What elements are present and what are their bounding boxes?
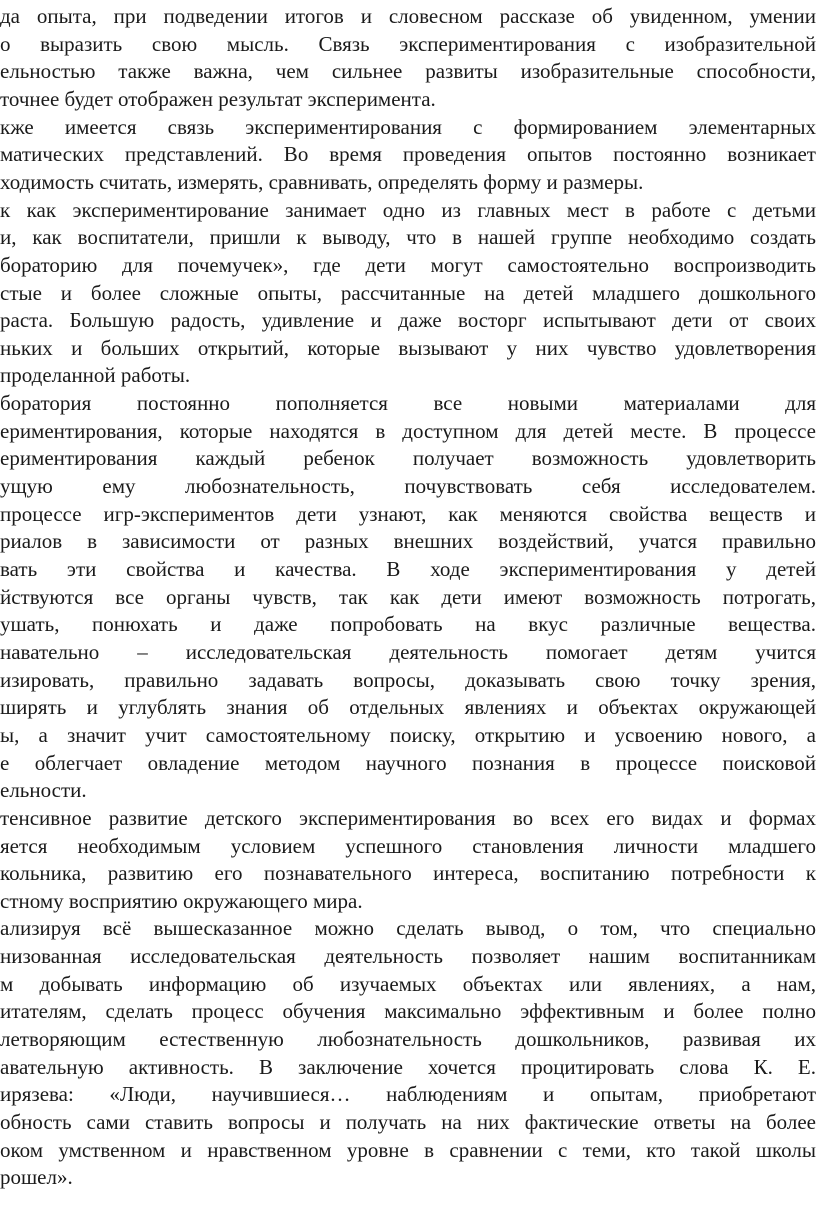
text-line: навательно – исследовательская деятельность помогает детям учится [0, 639, 816, 664]
text-line: ы, а значит учит самостоятельному поиску, открытию и усвоению нового, а [0, 722, 816, 747]
text-line: ширять и углублять знания об отдельных явлениях и объектах окружающей [0, 695, 816, 720]
text-line: точнее будет отображен результат эксперимента. [0, 86, 436, 111]
text-line: йствуются все органы чувств, так как дети имеют возможность потрогать, [0, 584, 816, 609]
text-line: раста. Большую радость, удивление и даже восторг испытывают дети от своих [0, 308, 816, 333]
text-line: низованная исследовательская деятельность позволяет нашим воспитанникам [0, 944, 816, 969]
text-line: ельности. [0, 778, 87, 803]
text-line: е облегчает овладение методом научного познания в процессе поисковой [0, 750, 816, 775]
text-line: авательную активность. В заключение хочется процитировать слова К. Е. [0, 1054, 816, 1079]
text-line: ельностью также важна, чем сильнее развиты изобразительные способности, [0, 59, 816, 84]
text-line: да опыта, при подведении итогов и словесном рассказе об увиденном, умении [0, 4, 816, 28]
text-line: изировать, правильно задавать вопросы, доказывать свою точку зрения, [0, 667, 816, 692]
text-line: и, как воспитатели, пришли к выводу, что в нашей группе необходимо создать [0, 225, 816, 250]
text-line: матических представлений. Во время проведения опытов постоянно возникает [0, 142, 816, 167]
text-line: о выразить свою мысль. Связь экспериментирования с изобразительной [0, 31, 816, 56]
text-line: риалов в зависимости от разных внешних воздействий, учатся правильно [0, 529, 816, 554]
text-line: стному восприятию окружающего мира. [0, 888, 363, 913]
text-line: рошел». [0, 1165, 73, 1190]
text-line: ушать, понюхать и даже попробовать на вкус различные вещества. [0, 612, 816, 637]
text-line: яется необходимым условием успешного становления личности младшего [0, 833, 816, 858]
text-line: ериментирования, которые находятся в доступном для детей месте. В процессе [0, 418, 816, 443]
text-line: ериментирования каждый ребенок получает возможность удовлетворить [0, 446, 816, 471]
text-line: вать эти свойства и качества. В ходе экспериментирования у детей [0, 557, 816, 581]
text-line: оком умственном и нравственном уровне в сравнении с теми, кто такой школы [0, 1137, 816, 1162]
text-line: проделанной работы. [0, 363, 191, 388]
text-line: боратория постоянно пополняется все новыми материалами для [0, 391, 816, 416]
text-line: к как экспериментирование занимает одно из главных мест в работе с детьми [0, 197, 816, 222]
text-line: м добывать информацию об изучаемых объектах или явлениях, а нам, [0, 971, 816, 996]
text-line: ущую ему любознательность, почувствовать себя исследователем. [0, 474, 816, 498]
text-line: кже имеется связь экспериментирования с формированием элементарных [0, 114, 816, 139]
text-line: летворяющим естественную любознательность дошкольников, развивая их [0, 1027, 816, 1051]
text-line: обность сами ставить вопросы и получать на них фактические ответы на более [0, 1110, 816, 1134]
text-line: ализируя всё вышесказанное можно сделать вывод, о том, что специально [0, 916, 816, 941]
text-line: ирязева: «Люди, научившиеся… наблюдениям и опытам, приобретают [0, 1082, 816, 1107]
text-line: бораторию для почемучек», где дети могут самостоятельно воспроизводить [0, 252, 816, 277]
text-line: ходимость считать, измерять, сравнивать, определять форму и размеры. [0, 169, 644, 194]
text-line: нькиx и больших открытий, которые вызывают у них чувство удовлетворения [0, 335, 816, 360]
text-line: тенсивное развитие детского экспериментирования во всех его видах и формах [0, 805, 816, 830]
text-line: кольника, развитию его познавательного интереса, воспитанию потребности к [0, 861, 816, 886]
text-line: процессе игр-экспериментов дети узнают, как меняются свойства веществ и [0, 501, 816, 526]
text-line: стые и более сложные опыты, рассчитанные на детей младшего дошкольного [0, 280, 816, 305]
text-line: итателям, сделать процесс обучения максимально эффективным и более полно [0, 999, 816, 1024]
